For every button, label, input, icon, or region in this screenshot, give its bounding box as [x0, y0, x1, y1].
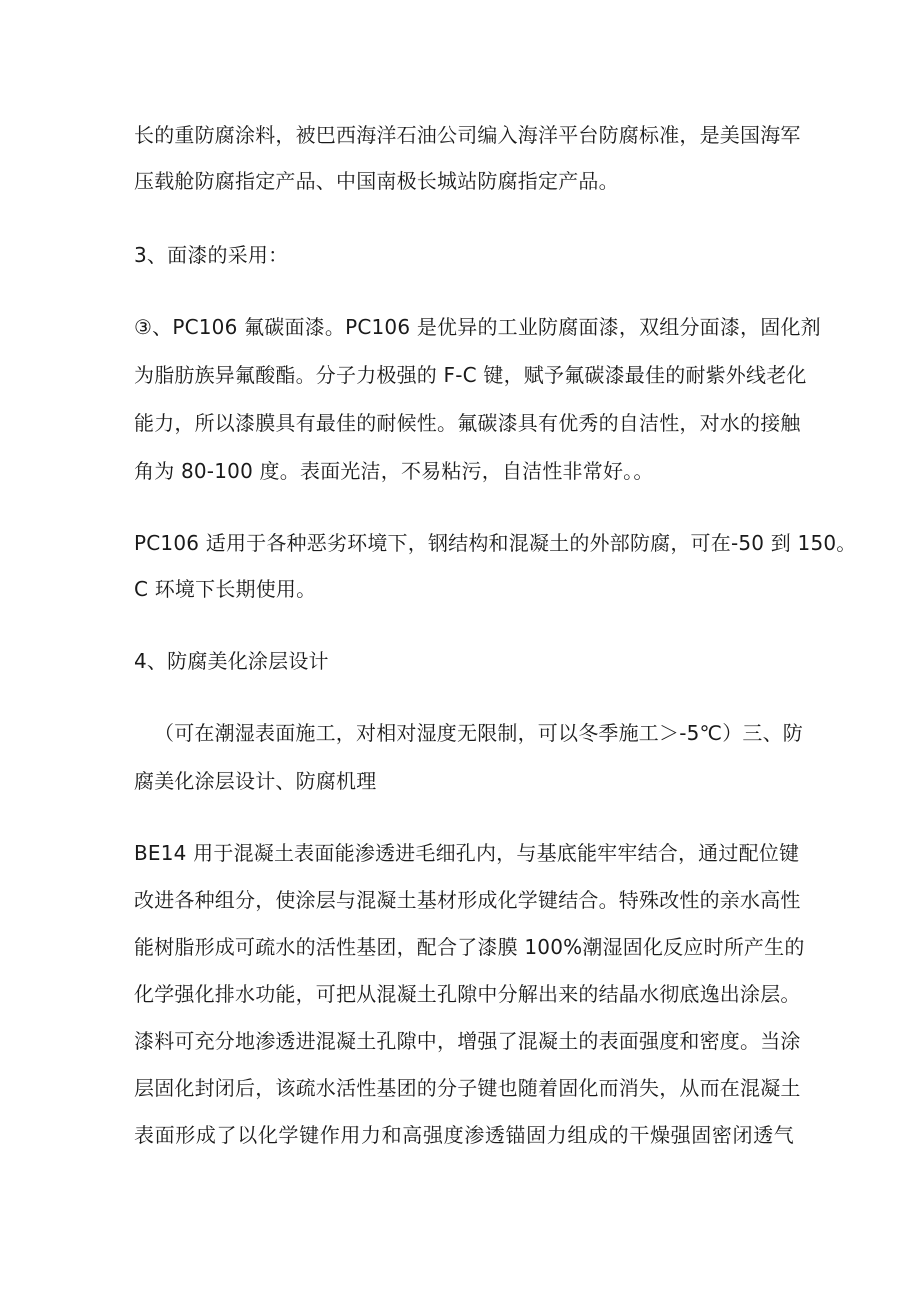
text-line: PC106 适用于各种恶劣环境下，钢结构和混凝土的外部防腐，可在-50 到 150。: [134, 531, 857, 555]
text-line: 角为 80-100 度。表面光洁，不易粘污，自洁性非常好。。: [134, 459, 654, 483]
text-line: （可在潮湿表面施工，对相对湿度无限制，可以冬季施工＞-5℃）三、防: [154, 721, 804, 745]
section-heading: 4、防腐美化涂层设计: [134, 649, 329, 673]
text-line: 长的重防腐涂料，被巴西海洋石油公司编入海洋平台防腐标准，是美国海军: [134, 123, 801, 147]
section-heading: 3、面漆的采用：: [134, 243, 289, 267]
text-line: 改进各种组分，使涂层与混凝土基材形成化学键结合。特殊改性的亲水高性: [134, 888, 801, 912]
text-line: 能树脂形成可疏水的活性基团，配合了漆膜 100%潮湿固化反应时所产生的: [134, 935, 805, 959]
text-line: BE14 用于混凝土表面能渗透进毛细孔内，与基底能牢牢结合，通过配位键: [134, 841, 800, 865]
text-line: 压载舱防腐指定产品、中国南极长城站防腐指定产品。: [134, 169, 619, 193]
text-line: 为脂肪族异氟酸酯。分子力极强的 F-C 键，赋予氟碳漆最佳的耐紫外线老化: [134, 363, 807, 387]
text-line: 腐美化涂层设计、防腐机理: [134, 769, 377, 793]
text-line: 漆料可充分地渗透进混凝土孔隙中，增强了混凝土的表面强度和密度。当涂: [134, 1029, 801, 1053]
text-line: 表面形成了以化学键作用力和高强度渗透锚固力组成的干燥强固密闭透气: [134, 1123, 794, 1147]
text-line: 化学强化排水功能，可把从混凝土孔隙中分解出来的结晶水彻底逸出涂层。: [134, 982, 801, 1006]
text-line: C 环境下长期使用。: [134, 577, 317, 601]
text-line: 能力，所以漆膜具有最佳的耐候性。氟碳漆具有优秀的自洁性，对水的接触: [134, 411, 801, 435]
text-line: ③、PC106 氟碳面漆。PC106 是优异的工业防腐面漆，双组分面漆，固化剂: [134, 315, 821, 339]
text-line: 层固化封闭后，该疏水活性基团的分子键也随着固化而消失，从而在混凝土: [134, 1076, 801, 1100]
